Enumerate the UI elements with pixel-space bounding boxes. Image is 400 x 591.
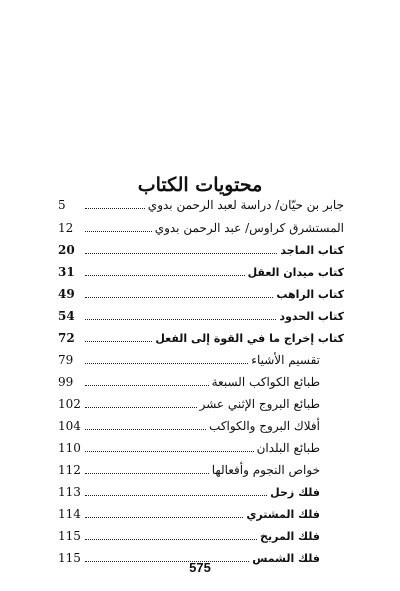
toc-entry-label: خواص النجوم وأفعالها [211,463,320,477]
toc-entry-label: طبائع البلدان [256,441,320,455]
leader-dots [85,451,254,452]
toc-entry [58,263,344,281]
toc-entry-page: 72 [58,331,75,345]
toc-entry-label: فلك الشمس [252,551,320,565]
leader-dots [85,253,277,254]
toc-entry-page: 20 [58,243,75,257]
toc-entry-page: 99 [58,375,74,389]
toc-entry-label: فلك المشتري [246,507,320,521]
toc-entry-page: 110 [58,441,81,455]
toc-entry-page: 115 [58,551,81,565]
leader-dots [85,429,206,430]
toc-entry-label: كتاب ميدان العقل [247,265,344,279]
toc-entry [58,196,344,214]
leader-dots [85,539,257,540]
leader-dots [85,385,209,386]
toc-subentry [58,483,320,501]
toc-subentry [58,373,320,391]
leader-dots [85,495,267,496]
toc-entry-page: 102 [58,397,81,411]
leader-dots [85,208,145,209]
toc-subentry [58,351,320,369]
toc-subentry [58,505,320,523]
leader-dots [85,363,248,364]
leader-dots [85,407,197,408]
toc-subentry [58,461,320,479]
toc-entry-label: كتاب الراهب [276,287,344,301]
toc-entry [58,285,344,303]
toc-entry-label: تقسيم الأشياء [251,353,320,367]
toc-entry-label: أفلاك البروج والكواكب [209,419,320,433]
toc-subentry [58,395,320,413]
toc-entry-page: 104 [58,419,81,433]
leader-dots [85,297,273,298]
page-number: 575 [189,560,211,575]
toc-entry-page: 114 [58,507,81,521]
toc-subentry [58,417,320,435]
toc-entry [58,329,344,347]
toc-entry-page: 31 [58,265,75,279]
toc-entry [58,307,344,325]
toc-entry-label: فلك المريخ [260,529,320,543]
toc-entry-page: 79 [58,353,74,367]
toc-entry-page: 5 [58,198,66,212]
toc-entry-label: فلك زحل [270,485,320,499]
toc-entry [58,241,344,259]
leader-dots [85,473,209,474]
toc-entry-page: 115 [58,529,81,543]
toc-subentry [58,439,320,457]
toc-subentry [58,527,320,545]
toc-entry-page: 54 [58,309,75,323]
toc-entry-page: 112 [58,463,81,477]
toc-entry-page: 113 [58,485,81,499]
leader-dots [85,231,152,232]
toc-entry-page: 12 [58,221,74,235]
leader-dots [85,517,243,518]
toc-entry-label: المستشرق كراوس/ عبد الرحمن بدوي [154,221,344,235]
page-title: محتويات الكتاب [137,174,263,196]
toc-entry-label: كتاب الحدود [279,309,344,323]
toc-entry-label: جابر بن حيّان/ دراسة لعبد الرحمن بدوي [147,198,344,212]
toc-entry-page: 49 [58,287,75,301]
toc-entry-label: طبائع البروج الإثني عشر [199,397,320,411]
toc-entry-label: كتاب الماجد [280,243,344,257]
toc-entry-label: كتاب إخراج ما في القوة إلى الفعل [155,331,344,345]
toc-entry-label: طبائع الكواكب السبعة [211,375,320,389]
leader-dots [85,319,276,320]
toc-entry [58,219,344,237]
leader-dots [85,275,245,276]
leader-dots [85,341,152,342]
